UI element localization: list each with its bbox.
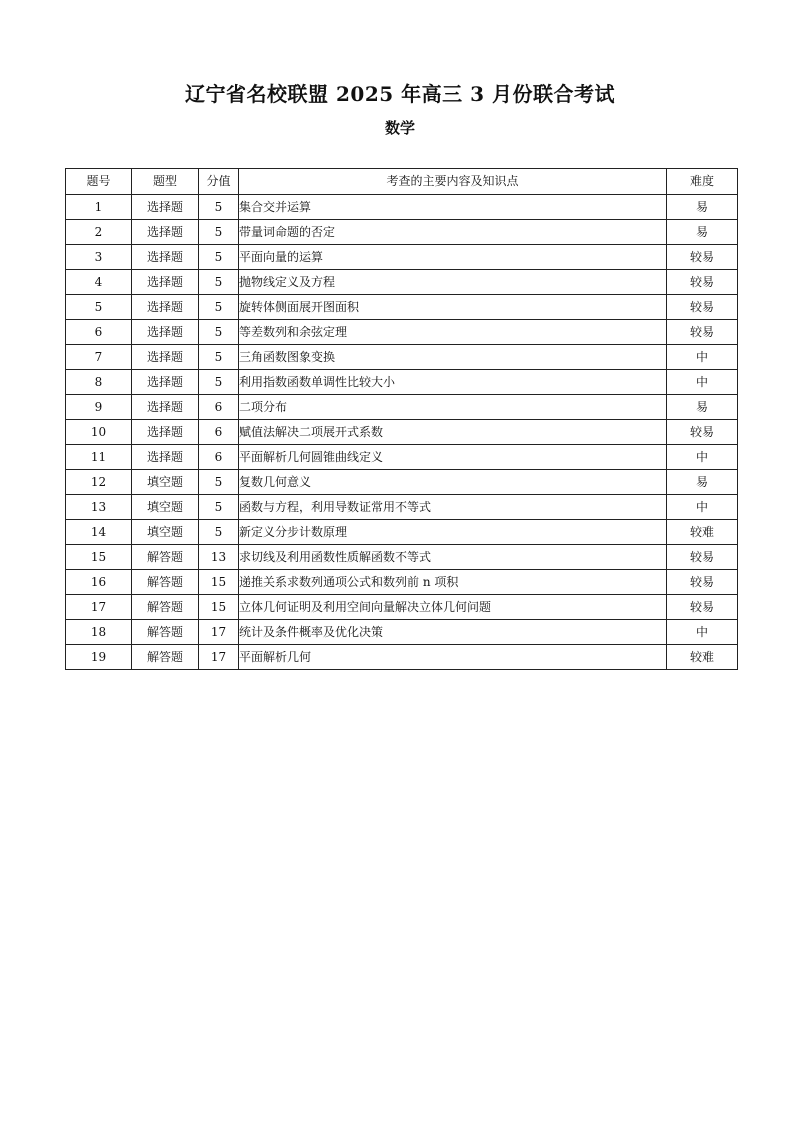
cell-question-number: 7 <box>66 345 132 370</box>
cell-difficulty: 易 <box>667 195 738 220</box>
cell-content: 抛物线定义及方程 <box>239 270 667 295</box>
cell-score: 5 <box>199 270 239 295</box>
cell-content: 递推关系求数列通项公式和数列前 n 项积 <box>239 570 667 595</box>
cell-question-number: 11 <box>66 445 132 470</box>
cell-question-type: 选择题 <box>132 395 199 420</box>
cell-question-type: 选择题 <box>132 320 199 345</box>
cell-question-number: 19 <box>66 645 132 670</box>
page-title: 辽宁省名校联盟 2025 年高三 3 月份联合考试 <box>185 82 615 106</box>
cell-difficulty: 中 <box>667 620 738 645</box>
table-row <box>66 320 738 345</box>
cell-question-type: 填空题 <box>132 495 199 520</box>
cell-difficulty: 中 <box>667 370 738 395</box>
cell-question-type: 选择题 <box>132 295 199 320</box>
cell-score: 5 <box>199 370 239 395</box>
table-row <box>66 395 738 420</box>
cell-question-number: 5 <box>66 295 132 320</box>
cell-score: 6 <box>199 395 239 420</box>
cell-content: 平面向量的运算 <box>239 245 667 270</box>
cell-difficulty: 易 <box>667 470 738 495</box>
table-header-row <box>66 169 738 195</box>
cell-difficulty: 中 <box>667 445 738 470</box>
cell-question-type: 选择题 <box>132 445 199 470</box>
cell-difficulty: 较难 <box>667 645 738 670</box>
table-row <box>66 620 738 645</box>
table-row <box>66 570 738 595</box>
cell-question-number: 3 <box>66 245 132 270</box>
cell-content: 平面解析几何 <box>239 645 667 670</box>
cell-difficulty: 较难 <box>667 520 738 545</box>
cell-content: 等差数列和余弦定理 <box>239 320 667 345</box>
cell-question-number: 10 <box>66 420 132 445</box>
cell-difficulty: 较易 <box>667 320 738 345</box>
table-row <box>66 595 738 620</box>
cell-score: 17 <box>199 620 239 645</box>
cell-question-number: 1 <box>66 195 132 220</box>
cell-content: 利用指数函数单调性比较大小 <box>239 370 667 395</box>
cell-score: 5 <box>199 520 239 545</box>
cell-question-number: 13 <box>66 495 132 520</box>
cell-content: 平面解析几何圆锥曲线定义 <box>239 445 667 470</box>
cell-content: 新定义分步计数原理 <box>239 520 667 545</box>
table-row <box>66 420 738 445</box>
cell-score: 5 <box>199 245 239 270</box>
cell-question-number: 14 <box>66 520 132 545</box>
cell-question-type: 选择题 <box>132 345 199 370</box>
table-row <box>66 370 738 395</box>
table-row <box>66 245 738 270</box>
table-body <box>66 195 738 670</box>
cell-score: 17 <box>199 645 239 670</box>
cell-score: 5 <box>199 295 239 320</box>
cell-question-number: 2 <box>66 220 132 245</box>
cell-content: 复数几何意义 <box>239 470 667 495</box>
cell-content: 函数与方程，利用导数证常用不等式 <box>239 495 667 520</box>
cell-question-type: 选择题 <box>132 270 199 295</box>
header-score: 分值 <box>199 169 239 195</box>
cell-score: 15 <box>199 570 239 595</box>
cell-question-number: 15 <box>66 545 132 570</box>
exam-content-table <box>65 168 738 670</box>
cell-score: 6 <box>199 445 239 470</box>
table-row <box>66 545 738 570</box>
cell-question-number: 18 <box>66 620 132 645</box>
cell-difficulty: 较易 <box>667 545 738 570</box>
cell-score: 6 <box>199 420 239 445</box>
table-row <box>66 645 738 670</box>
cell-question-number: 16 <box>66 570 132 595</box>
table-row <box>66 470 738 495</box>
cell-score: 5 <box>199 470 239 495</box>
cell-difficulty: 较易 <box>667 420 738 445</box>
table-row <box>66 220 738 245</box>
cell-difficulty: 中 <box>667 345 738 370</box>
cell-difficulty: 较易 <box>667 595 738 620</box>
table-row <box>66 195 738 220</box>
cell-score: 5 <box>199 220 239 245</box>
cell-question-number: 12 <box>66 470 132 495</box>
cell-question-type: 选择题 <box>132 370 199 395</box>
cell-question-number: 6 <box>66 320 132 345</box>
cell-content: 二项分布 <box>239 395 667 420</box>
cell-difficulty: 较易 <box>667 245 738 270</box>
cell-score: 5 <box>199 495 239 520</box>
cell-score: 15 <box>199 595 239 620</box>
cell-question-type: 解答题 <box>132 570 199 595</box>
cell-content: 求切线及利用函数性质解函数不等式 <box>239 545 667 570</box>
cell-content: 赋值法解决二项展开式系数 <box>239 420 667 445</box>
cell-question-type: 解答题 <box>132 545 199 570</box>
table-row <box>66 345 738 370</box>
table-row <box>66 495 738 520</box>
cell-question-number: 4 <box>66 270 132 295</box>
table-row <box>66 445 738 470</box>
header-difficulty: 难度 <box>667 169 738 195</box>
cell-question-type: 解答题 <box>132 645 199 670</box>
cell-question-type: 解答题 <box>132 620 199 645</box>
header-question-number: 题号 <box>66 169 132 195</box>
cell-question-type: 选择题 <box>132 245 199 270</box>
cell-difficulty: 较易 <box>667 570 738 595</box>
cell-question-type: 选择题 <box>132 420 199 445</box>
cell-question-type: 解答题 <box>132 595 199 620</box>
cell-difficulty: 易 <box>667 395 738 420</box>
cell-difficulty: 中 <box>667 495 738 520</box>
table-row <box>66 520 738 545</box>
cell-score: 5 <box>199 320 239 345</box>
cell-question-number: 17 <box>66 595 132 620</box>
cell-difficulty: 较易 <box>667 270 738 295</box>
cell-content: 三角函数图象变换 <box>239 345 667 370</box>
cell-question-number: 8 <box>66 370 132 395</box>
cell-question-number: 9 <box>66 395 132 420</box>
cell-question-type: 选择题 <box>132 195 199 220</box>
cell-score: 13 <box>199 545 239 570</box>
cell-difficulty: 较易 <box>667 295 738 320</box>
page-subtitle: 数学 <box>384 119 415 137</box>
cell-difficulty: 易 <box>667 220 738 245</box>
table-row <box>66 295 738 320</box>
header-content: 考查的主要内容及知识点 <box>239 169 667 195</box>
cell-content: 统计及条件概率及优化决策 <box>239 620 667 645</box>
cell-question-type: 填空题 <box>132 520 199 545</box>
cell-content: 旋转体侧面展开图面积 <box>239 295 667 320</box>
cell-question-type: 选择题 <box>132 220 199 245</box>
table-row <box>66 270 738 295</box>
cell-score: 5 <box>199 195 239 220</box>
cell-score: 5 <box>199 345 239 370</box>
cell-content: 立体几何证明及利用空间向量解决立体几何问题 <box>239 595 667 620</box>
cell-question-type: 填空题 <box>132 470 199 495</box>
cell-content: 集合交并运算 <box>239 195 667 220</box>
cell-content: 带量词命题的否定 <box>239 220 667 245</box>
header-question-type: 题型 <box>132 169 199 195</box>
